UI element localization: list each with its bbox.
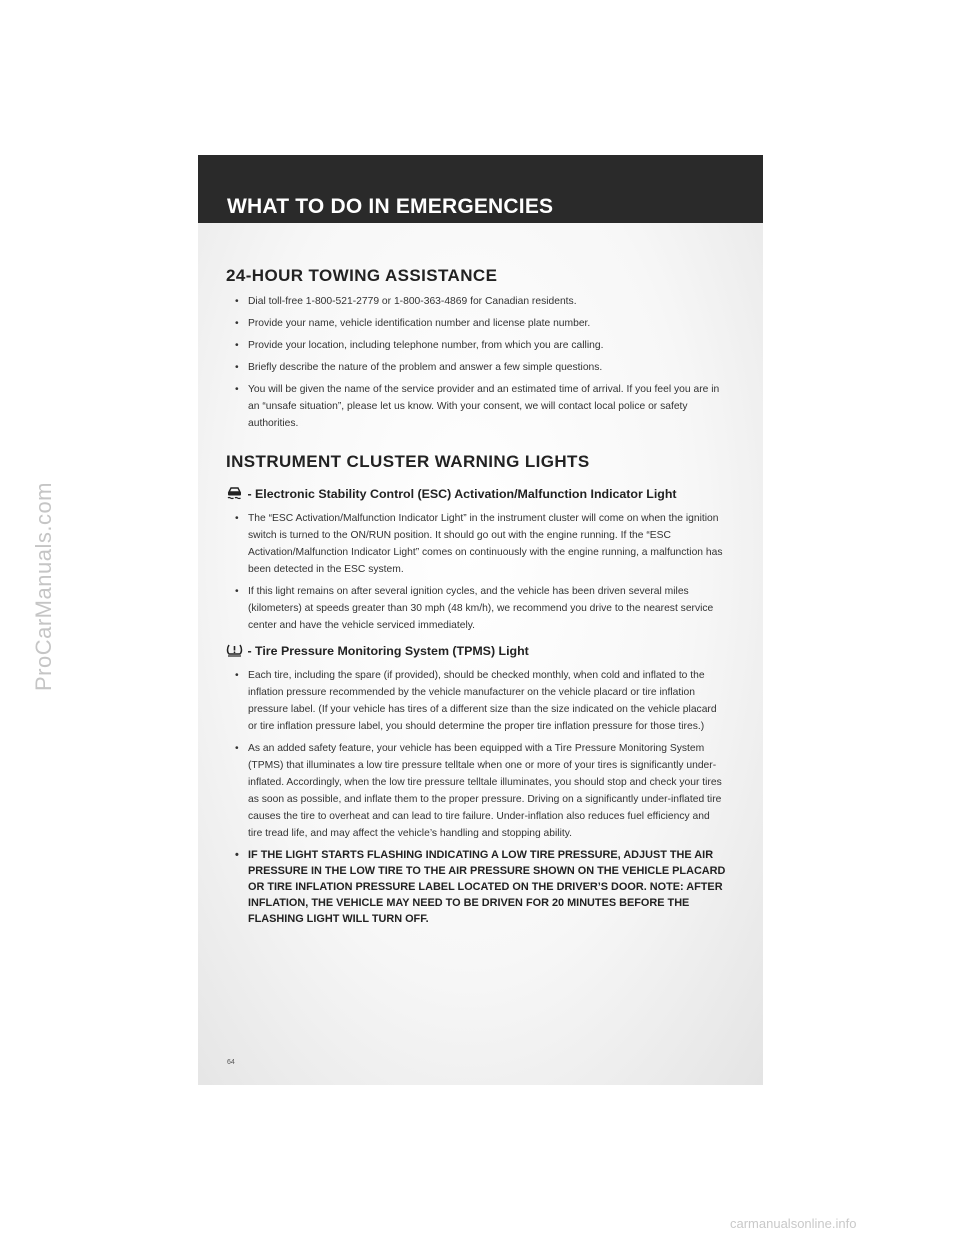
cluster-heading: INSTRUMENT CLUSTER WARNING LIGHTS (226, 452, 590, 471)
footer-watermark: carmanualsonline.info (730, 1216, 857, 1231)
list-item: • Provide your location, including telephone number, from which you are calling. (226, 337, 726, 354)
tire-pressure-icon (226, 643, 243, 657)
tpms-list (226, 667, 726, 927)
esc-list (226, 510, 726, 634)
list-item: • As an added safety feature, your vehicle has been equipped with a Tire Pressure Monitoring System (TPMS) that illuminates a low tire pressure telltale when one or more of your tires is significantly under-inflated. Accordingly, when the low tire pressure telltale illuminates, you should stop and check your tires as soon as possible, and inflate them to the proper pressure. Driving on a significantly under-inflated tire causes the tire to overheat and can lead to tire failure. Under-inflation also reduces fuel efficiency and tire tread life, and may affect the vehicle’s handling and stopping ability. (226, 740, 726, 842)
tpms-subheading (226, 642, 726, 661)
manual-page (198, 155, 763, 1085)
section-title: WHAT TO DO IN EMERGENCIES (227, 195, 554, 218)
list-item: • Briefly describe the nature of the problem and answer a few simple questions. (226, 359, 726, 376)
list-item: • Provide your name, vehicle identification number and license plate number. (226, 315, 726, 332)
esc-skid-car-icon (226, 486, 243, 500)
list-item: • If this light remains on after several ignition cycles, and the vehicle has been driven several miles (kilometers) at speeds greater than 30 mph (48 km/h), we recommend you drive to the nearest service center and have the vehicle serviced immediately. (226, 583, 726, 634)
towing-heading: 24-HOUR TOWING ASSISTANCE (226, 266, 498, 285)
list-item: • The “ESC Activation/Malfunction Indicator Light” in the instrument cluster will come on when the ignition switch is turned to the ON/RUN position. It should go out with the engine running. If the “ESC Activation/Malfunction Indicator Light” comes on continuously with the engine running, a malfunction has been detected in the ESC system. (226, 510, 726, 578)
list-item: • Dial toll-free 1-800-521-2779 or 1-800-363-4869 for Canadian residents. (226, 293, 726, 310)
section-header-bar (198, 155, 763, 223)
page-content (226, 265, 726, 927)
towing-list (226, 293, 726, 432)
tpms-subheading-text: - Tire Pressure Monitoring System (TPMS) Light (244, 644, 529, 658)
page-number: 64 (227, 1059, 235, 1066)
list-item: • Each tire, including the spare (if provided), should be checked monthly, when cold and inflated to the inflation pressure recommended by the vehicle manufacturer on the vehicle placard or tire inflation pressure label. (If your vehicle has tires of a different size than the size indicated on the vehicle placard or tire inflation pressure label, you should determine the proper tire inflation pressure for those tires.) (226, 667, 726, 735)
tpms-warning-item: • IF THE LIGHT STARTS FLASHING INDICATING A LOW TIRE PRESSURE, ADJUST THE AIR PRESSURE IN THE LOW TIRE TO THE AIR PRESSURE SHOWN ON THE VEHICLE PLACARD OR TIRE INFLATION PRESSURE LABEL LOCATED ON THE DRIVER’S DOOR. NOTE: AFTER INFLATION, THE VEHICLE MAY NEED TO BE DRIVEN FOR 20 MINUTES BEFORE THE FLASHING LIGHT WILL TURN OFF. (226, 847, 726, 927)
esc-subheading (226, 485, 726, 504)
side-watermark: ProCarManuals.com (31, 481, 56, 691)
list-item: • You will be given the name of the service provider and an estimated time of arrival. If you feel you are in an “unsafe situation”, please let us know. With your consent, we will contact local police or safety authorities. (226, 381, 726, 432)
esc-subheading-text: - Electronic Stability Control (ESC) Activation/Malfunction Indicator Light (244, 487, 677, 501)
